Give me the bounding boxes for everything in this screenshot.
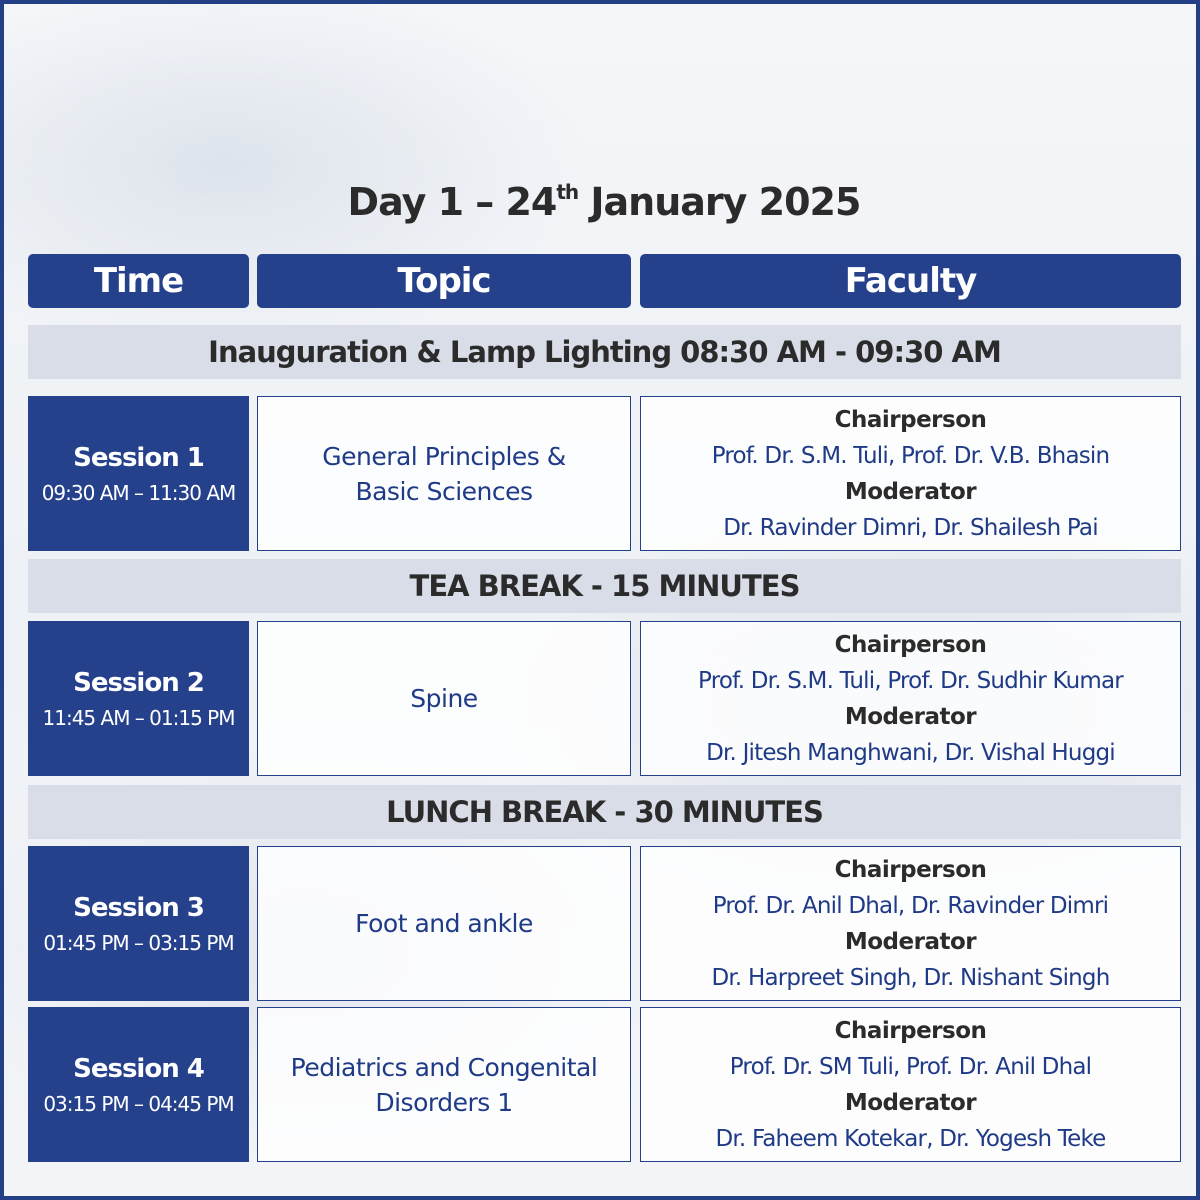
chairperson-label: Chairperson — [834, 856, 987, 883]
chairperson-names: Prof. Dr. S.M. Tuli, Prof. Dr. V.B. Bhasin — [711, 442, 1110, 469]
title-day: 24 — [505, 180, 557, 224]
session-4-faculty — [640, 1007, 1181, 1162]
topic-line-1: Spine — [410, 684, 478, 713]
moderator-label: Moderator — [844, 478, 977, 505]
header-topic: Topic — [257, 254, 631, 308]
moderator-label: Moderator — [844, 703, 977, 730]
session-1-faculty — [640, 396, 1181, 551]
session-name: Session 3 — [73, 892, 204, 923]
title-prefix: Day 1 – — [347, 180, 506, 224]
title-month-year: January 2025 — [578, 180, 861, 224]
topic-line-2: Basic Sciences — [355, 476, 533, 506]
moderator-names: Dr. Harpreet Singh, Dr. Nishant Singh — [711, 964, 1110, 991]
page-title — [4, 180, 1200, 224]
topic-line-1: Pediatrics and Congenital — [290, 1052, 598, 1082]
lunch-break-band: LUNCH BREAK - 30 MINUTES — [28, 785, 1181, 839]
session-1-topic — [257, 396, 631, 551]
session-name: Session 2 — [73, 667, 204, 698]
topic-line-1: Foot and ankle — [355, 909, 533, 938]
session-4-cell — [28, 1007, 249, 1162]
moderator-label: Moderator — [844, 928, 977, 955]
session-time: 09:30 AM – 11:30 AM — [41, 480, 236, 505]
chairperson-label: Chairperson — [834, 1017, 987, 1044]
chairperson-names: Prof. Dr. S.M. Tuli, Prof. Dr. Sudhir Kumar — [698, 667, 1123, 694]
topic-line-1: General Principles & — [322, 441, 566, 471]
session-3-faculty — [640, 846, 1181, 1001]
session-3-cell — [28, 846, 249, 1001]
moderator-names: Dr. Ravinder Dimri, Dr. Shailesh Pai — [723, 514, 1098, 541]
header-time: Time — [28, 254, 249, 308]
header-faculty: Faculty — [640, 254, 1181, 308]
inauguration-band: Inauguration & Lamp Lighting 08:30 AM - 09:30 AM — [28, 325, 1181, 379]
session-2-faculty — [640, 621, 1181, 776]
session-4-topic — [257, 1007, 631, 1162]
tea-break-band: TEA BREAK - 15 MINUTES — [28, 559, 1181, 613]
chairperson-names: Prof. Dr. SM Tuli, Prof. Dr. Anil Dhal — [729, 1053, 1092, 1080]
session-3-topic — [257, 846, 631, 1001]
chairperson-label: Chairperson — [834, 406, 987, 433]
session-2-topic — [257, 621, 631, 776]
session-time: 01:45 PM – 03:15 PM — [43, 930, 234, 955]
session-time: 03:15 PM – 04:45 PM — [43, 1091, 234, 1116]
moderator-names: Dr. Faheem Kotekar, Dr. Yogesh Teke — [715, 1125, 1106, 1152]
moderator-names: Dr. Jitesh Manghwani, Dr. Vishal Huggi — [706, 739, 1115, 766]
topic-line-2: Disorders 1 — [375, 1087, 513, 1117]
session-name: Session 1 — [73, 442, 204, 473]
session-time: 11:45 AM – 01:15 PM — [42, 705, 235, 730]
chairperson-names: Prof. Dr. Anil Dhal, Dr. Ravinder Dimri — [712, 892, 1109, 919]
session-name: Session 4 — [73, 1053, 204, 1084]
moderator-label: Moderator — [844, 1089, 977, 1116]
title-ordinal-suffix: th — [556, 180, 579, 204]
session-1-cell — [28, 396, 249, 551]
session-2-cell — [28, 621, 249, 776]
chairperson-label: Chairperson — [834, 631, 987, 658]
